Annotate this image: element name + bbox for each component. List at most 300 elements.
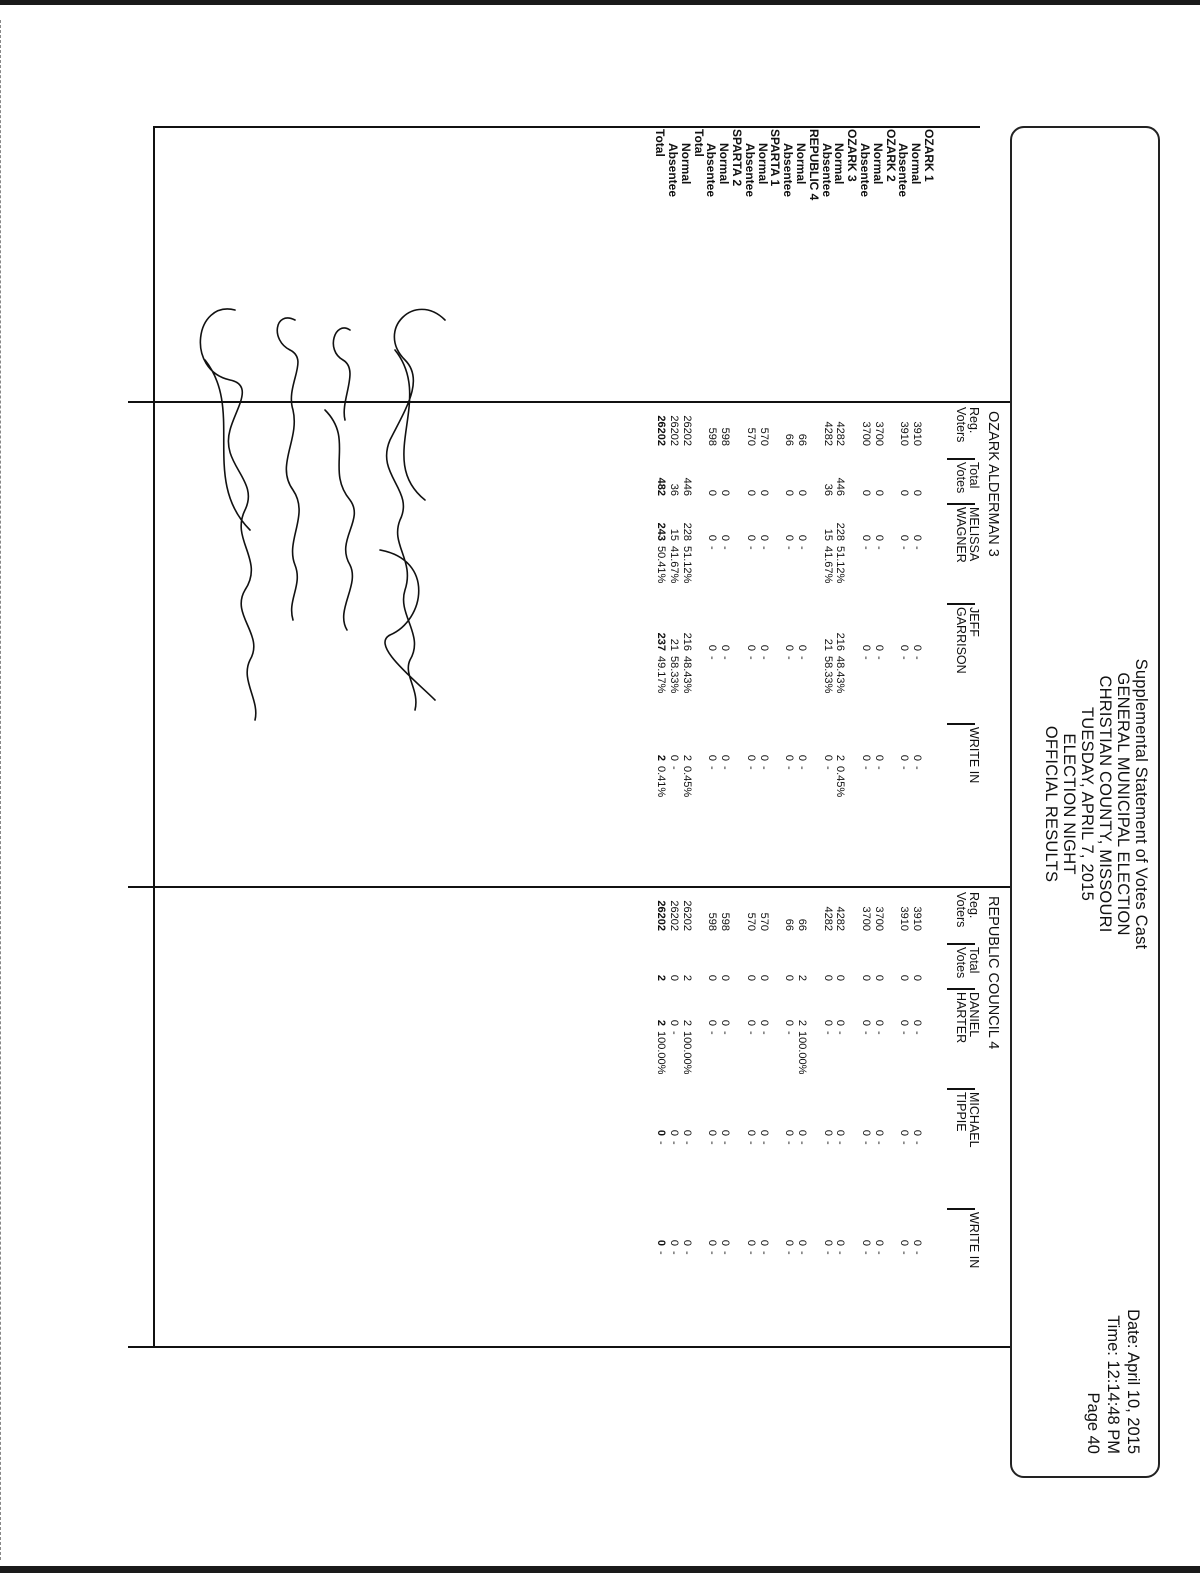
candidate-percent-cell: - <box>783 766 796 770</box>
candidate-percent-cell: - <box>834 1141 847 1145</box>
candidate-votes-cell: 0 <box>680 1129 693 1136</box>
total-votes-cell: 0 <box>744 489 757 496</box>
candidate-votes-cell: 0 <box>860 644 872 651</box>
row-label: Normal <box>678 143 693 185</box>
reg-voters-cell: 26202 <box>668 415 680 446</box>
signatures-area <box>175 290 475 730</box>
candidate-percent-cell: 41.67% <box>821 546 834 584</box>
candidate-percent-cell: - <box>706 656 719 660</box>
candidate-votes-cell: 0 <box>911 1019 924 1026</box>
candidate-votes-cell: 0 <box>834 1129 847 1136</box>
candidate-votes-cell: 2 <box>655 754 668 761</box>
row-label: Absentee <box>819 143 834 198</box>
reg-voters-cell: 598 <box>719 427 732 446</box>
candidate-votes-cell: 0 <box>757 1129 770 1136</box>
candidate-percent-cell: - <box>655 1251 668 1255</box>
reg-voters-cell: 570 <box>757 427 770 446</box>
column-header: WAGNER <box>954 507 968 563</box>
reg-voters-cell: 3700 <box>872 906 885 931</box>
reg-voters-cell: 4282 <box>834 421 847 446</box>
candidate-percent-cell: - <box>872 1251 885 1255</box>
column-header-rule <box>947 603 975 605</box>
candidate-percent-cell: - <box>872 1141 885 1145</box>
row-label: Total <box>691 129 706 157</box>
candidate-votes-cell: 0 <box>796 754 808 761</box>
report-header-box <box>1010 126 1160 1478</box>
candidate-percent-cell: - <box>719 1251 732 1255</box>
report-page-number: Page 40 <box>1084 1392 1102 1454</box>
candidate-percent-cell: - <box>783 546 796 550</box>
scan-border-top <box>0 0 1200 5</box>
column-header: Total <box>967 947 981 974</box>
reg-voters-cell: 598 <box>719 912 732 931</box>
candidate-votes-cell: 2 <box>655 1019 668 1026</box>
candidate-percent-cell: - <box>744 1141 757 1145</box>
column-header: GARRISON <box>954 607 968 674</box>
candidate-votes-cell: 0 <box>668 754 680 761</box>
total-votes-cell: 0 <box>719 489 732 496</box>
candidate-votes-cell: 0 <box>821 1129 834 1136</box>
candidate-votes-cell: 0 <box>898 754 911 761</box>
signature-4 <box>200 309 255 720</box>
candidate-votes-cell: 0 <box>834 1239 847 1246</box>
total-votes-cell: 482 <box>655 477 668 496</box>
candidate-percent-cell: - <box>860 1031 872 1035</box>
candidate-votes-cell: 0 <box>898 644 911 651</box>
candidate-votes-cell: 228 <box>680 522 693 541</box>
candidate-percent-cell: 41.67% <box>668 546 680 584</box>
candidate-votes-cell: 0 <box>860 1129 872 1136</box>
candidate-percent-cell: - <box>783 1031 796 1035</box>
candidate-percent-cell: - <box>719 1031 732 1035</box>
candidate-percent-cell: - <box>655 1141 668 1145</box>
reg-voters-cell: 3700 <box>860 906 872 931</box>
header-line: CHRISTIAN COUNTY, MISSOURI <box>1096 675 1114 933</box>
candidate-votes-cell: 0 <box>757 1239 770 1246</box>
candidate-votes-cell: 0 <box>757 754 770 761</box>
section-title: OZARK ALDERMAN 3 <box>985 411 1001 557</box>
total-votes-cell: 0 <box>783 489 796 496</box>
candidate-votes-cell: 15 <box>821 528 834 541</box>
right-rule <box>128 1346 1010 1348</box>
total-votes-cell: 0 <box>783 974 796 981</box>
candidate-percent-cell: - <box>898 546 911 550</box>
candidate-votes-cell: 0 <box>744 1239 757 1246</box>
reg-voters-cell: 3910 <box>898 906 911 931</box>
total-votes-cell: 36 <box>821 483 834 496</box>
row-label: Normal <box>909 143 924 185</box>
candidate-percent-cell: - <box>860 1251 872 1255</box>
candidate-percent-cell: - <box>706 766 719 770</box>
section-title: REPUBLIC COUNCIL 4 <box>985 896 1001 1050</box>
candidate-percent-cell: - <box>744 546 757 550</box>
row-label: OZARK 1 <box>922 129 936 182</box>
candidate-votes-cell: 0 <box>860 1239 872 1246</box>
total-votes-cell: 0 <box>719 974 732 981</box>
total-votes-cell: 0 <box>757 974 770 981</box>
total-votes-cell: 0 <box>744 974 757 981</box>
candidate-votes-cell: 0 <box>898 534 911 541</box>
candidate-votes-cell: 0 <box>911 644 924 651</box>
candidate-percent-cell: - <box>872 1031 885 1035</box>
candidate-percent-cell: 58.33% <box>668 656 680 694</box>
candidate-percent-cell: 58.33% <box>821 656 834 694</box>
candidate-votes-cell: 243 <box>655 522 668 541</box>
candidate-percent-cell: 0.45% <box>834 766 847 798</box>
row-label: REPUBLIC 4 <box>806 129 821 201</box>
column-header: MICHAEL <box>967 1092 981 1148</box>
candidate-percent-cell: - <box>706 1141 719 1145</box>
total-votes-cell: 0 <box>821 974 834 981</box>
candidate-percent-cell: - <box>860 546 872 550</box>
candidate-percent-cell: - <box>821 766 834 770</box>
candidate-votes-cell: 228 <box>834 522 847 541</box>
candidate-votes-cell: 0 <box>706 534 719 541</box>
candidate-percent-cell: - <box>744 1031 757 1035</box>
candidate-votes-cell: 0 <box>796 1239 808 1246</box>
reg-voters-cell: 3910 <box>911 906 924 931</box>
row-label: Absentee <box>858 143 872 198</box>
column-header-rule <box>947 943 975 945</box>
candidate-percent-cell: - <box>757 766 770 770</box>
candidate-votes-cell: 216 <box>680 632 693 651</box>
candidate-votes-cell: 21 <box>821 638 834 651</box>
candidate-percent-cell: - <box>898 1031 911 1035</box>
row-label: Normal <box>794 143 808 185</box>
candidate-percent-cell: - <box>680 1141 693 1145</box>
row-label: Absentee <box>666 143 680 198</box>
reg-voters-cell: 4282 <box>821 906 834 931</box>
candidate-votes-cell: 0 <box>796 1129 808 1136</box>
candidate-percent-cell: 49.17% <box>655 656 668 694</box>
candidate-votes-cell: 0 <box>911 754 924 761</box>
scan-border-bottom <box>0 1566 1200 1573</box>
candidate-votes-cell: 0 <box>706 1019 719 1026</box>
row-label: Absentee <box>781 143 796 198</box>
candidate-votes-cell: 0 <box>872 754 885 761</box>
candidate-votes-cell: 0 <box>744 534 757 541</box>
row-label: Normal <box>832 143 847 185</box>
reg-voters-cell: 66 <box>783 918 796 931</box>
candidate-votes-cell: 0 <box>757 1019 770 1026</box>
candidate-votes-cell: 0 <box>757 644 770 651</box>
candidate-votes-cell: 0 <box>872 644 885 651</box>
candidate-votes-cell: 0 <box>744 644 757 651</box>
left-rule <box>155 126 980 128</box>
candidate-percent-cell: - <box>783 1141 796 1145</box>
section-divider-2 <box>128 886 1010 888</box>
total-votes-cell: 0 <box>706 974 719 981</box>
candidate-percent-cell: - <box>783 656 796 660</box>
reg-voters-cell: 26202 <box>655 415 668 446</box>
reg-voters-cell: 4282 <box>821 421 834 446</box>
candidate-votes-cell: 0 <box>783 754 796 761</box>
candidate-percent-cell: - <box>757 1031 770 1035</box>
total-votes-cell: 0 <box>872 974 885 981</box>
column-header-rule <box>947 1208 975 1210</box>
total-votes-cell: 0 <box>860 489 872 496</box>
reg-voters-cell: 26202 <box>680 415 693 446</box>
candidate-percent-cell: - <box>796 546 808 550</box>
candidate-votes-cell: 0 <box>796 644 808 651</box>
column-header: Reg. <box>967 892 981 919</box>
column-header: JEFF <box>967 607 981 637</box>
reg-voters-cell: 3910 <box>898 421 911 446</box>
candidate-votes-cell: 2 <box>796 1019 808 1026</box>
column-header: Voters <box>954 407 968 443</box>
total-votes-cell: 2 <box>655 974 668 981</box>
candidate-percent-cell: 100.00% <box>796 1031 808 1075</box>
signature-1 <box>380 309 445 710</box>
reg-voters-cell: 3910 <box>911 421 924 446</box>
row-label: SPARTA 2 <box>730 129 744 187</box>
candidate-percent-cell: - <box>796 1251 808 1255</box>
signature-3 <box>277 318 299 620</box>
candidate-percent-cell: - <box>719 1141 732 1145</box>
header-line: ELECTION NIGHT <box>1060 733 1078 875</box>
candidate-percent-cell: - <box>911 546 924 550</box>
total-votes-cell: 446 <box>834 477 847 496</box>
candidate-votes-cell: 0 <box>898 1239 911 1246</box>
candidate-percent-cell: - <box>796 766 808 770</box>
candidate-votes-cell: 0 <box>744 1019 757 1026</box>
candidate-votes-cell: 0 <box>706 754 719 761</box>
row-label: Normal <box>717 143 732 185</box>
candidate-votes-cell: 0 <box>719 754 732 761</box>
total-votes-cell: 0 <box>898 974 911 981</box>
candidate-percent-cell: - <box>757 656 770 660</box>
candidate-votes-cell: 0 <box>783 534 796 541</box>
candidate-percent-cell: - <box>796 656 808 660</box>
total-votes-cell: 0 <box>872 489 885 496</box>
candidate-votes-cell: 21 <box>668 638 680 651</box>
candidate-percent-cell: 100.00% <box>680 1031 693 1075</box>
candidate-percent-cell: - <box>757 1141 770 1145</box>
candidate-votes-cell: 0 <box>872 534 885 541</box>
candidate-percent-cell: - <box>821 1251 834 1255</box>
candidate-votes-cell: 0 <box>783 1239 796 1246</box>
column-header-rule <box>947 503 975 505</box>
column-header: MELISSA <box>967 507 981 562</box>
candidate-percent-cell: - <box>668 1141 680 1145</box>
column-header: Votes <box>954 947 968 979</box>
header-line: Supplemental Statement of Votes Cast <box>1132 658 1150 950</box>
reg-voters-cell: 66 <box>796 918 808 931</box>
row-label: Normal <box>870 143 885 185</box>
candidate-percent-cell: - <box>668 1031 680 1035</box>
candidate-votes-cell: 2 <box>834 754 847 761</box>
total-votes-cell: 0 <box>860 974 872 981</box>
candidate-votes-cell: 0 <box>706 644 719 651</box>
total-votes-cell: 0 <box>706 489 719 496</box>
candidate-percent-cell: - <box>898 766 911 770</box>
column-header: WRITE IN <box>967 727 981 784</box>
candidate-percent-cell: 51.12% <box>680 546 693 584</box>
signature-2 <box>325 328 354 630</box>
candidate-votes-cell: 0 <box>719 1239 732 1246</box>
row-label: OZARK 3 <box>845 129 860 182</box>
candidate-percent-cell: - <box>821 1031 834 1035</box>
reg-voters-cell: 3700 <box>860 421 872 446</box>
total-votes-cell: 0 <box>796 489 808 496</box>
candidate-percent-cell: 51.12% <box>834 546 847 584</box>
column-header: Reg. <box>967 407 981 434</box>
candidate-votes-cell: 0 <box>821 1239 834 1246</box>
candidate-percent-cell: 0.41% <box>655 766 668 798</box>
candidate-votes-cell: 0 <box>668 1239 680 1246</box>
candidate-percent-cell: - <box>796 1141 808 1145</box>
candidate-votes-cell: 0 <box>911 1239 924 1246</box>
row-label: Absentee <box>896 143 911 198</box>
candidate-percent-cell: - <box>783 1251 796 1255</box>
reg-voters-cell: 26202 <box>668 900 680 931</box>
column-header: Total <box>967 462 981 489</box>
total-votes-cell: 0 <box>668 974 680 981</box>
candidate-votes-cell: 0 <box>872 1019 885 1026</box>
reg-voters-cell: 66 <box>796 433 808 446</box>
total-votes-cell: 0 <box>834 974 847 981</box>
candidate-percent-cell: - <box>872 656 885 660</box>
candidate-percent-cell: 0.45% <box>680 766 693 798</box>
column-header-rule <box>947 723 975 725</box>
column-header-rule <box>947 1088 975 1090</box>
rotated-report-page <box>0 126 1160 1478</box>
reg-voters-cell: 598 <box>706 427 719 446</box>
total-votes-cell: 0 <box>757 489 770 496</box>
reg-voters-cell: 570 <box>757 912 770 931</box>
candidate-percent-cell: 50.41% <box>655 546 668 584</box>
candidate-percent-cell: - <box>911 1141 924 1145</box>
column-header: DANIEL <box>967 992 981 1038</box>
header-line: OFFICIAL RESULTS <box>1042 725 1060 883</box>
candidate-percent-cell: - <box>668 766 680 770</box>
row-label: SPARTA 1 <box>768 129 783 187</box>
candidate-percent-cell: - <box>719 546 732 550</box>
candidate-votes-cell: 0 <box>757 534 770 541</box>
total-votes-cell: 2 <box>680 974 693 981</box>
candidate-percent-cell: 100.00% <box>655 1031 668 1075</box>
total-votes-cell: 0 <box>898 489 911 496</box>
candidate-percent-cell: - <box>744 1251 757 1255</box>
candidate-votes-cell: 0 <box>860 534 872 541</box>
reg-voters-cell: 66 <box>783 433 796 446</box>
candidate-votes-cell: 0 <box>680 1239 693 1246</box>
candidate-percent-cell: - <box>911 1031 924 1035</box>
candidate-votes-cell: 2 <box>680 754 693 761</box>
candidate-votes-cell: 0 <box>783 644 796 651</box>
candidate-percent-cell: - <box>680 1251 693 1255</box>
candidate-votes-cell: 0 <box>911 534 924 541</box>
candidate-votes-cell: 15 <box>668 528 680 541</box>
candidate-percent-cell: - <box>898 1141 911 1145</box>
column-header: Votes <box>954 462 968 494</box>
candidate-percent-cell: - <box>744 656 757 660</box>
candidate-percent-cell: - <box>706 1031 719 1035</box>
candidate-votes-cell: 0 <box>860 1019 872 1026</box>
candidate-percent-cell: - <box>898 1251 911 1255</box>
candidate-percent-cell: - <box>911 1251 924 1255</box>
candidate-votes-cell: 0 <box>860 754 872 761</box>
candidate-votes-cell: 0 <box>706 1129 719 1136</box>
candidate-votes-cell: 0 <box>872 1239 885 1246</box>
candidate-votes-cell: 0 <box>796 534 808 541</box>
report-date: Date: April 10, 2015 <box>1124 1309 1142 1454</box>
candidate-votes-cell: 0 <box>911 1129 924 1136</box>
candidate-percent-cell: - <box>757 1251 770 1255</box>
candidate-votes-cell: 0 <box>668 1129 680 1136</box>
candidate-percent-cell: - <box>860 766 872 770</box>
candidate-votes-cell: 0 <box>744 754 757 761</box>
candidate-percent-cell: - <box>872 546 885 550</box>
column-header: WRITE IN <box>967 1212 981 1269</box>
candidate-percent-cell: 48.43% <box>834 656 847 694</box>
candidate-percent-cell: - <box>860 1141 872 1145</box>
candidate-percent-cell: - <box>860 656 872 660</box>
total-votes-cell: 446 <box>680 477 693 496</box>
bottom-rule <box>154 126 156 1346</box>
candidate-percent-cell: - <box>911 766 924 770</box>
total-votes-cell: 2 <box>796 974 808 981</box>
candidate-percent-cell: - <box>834 1251 847 1255</box>
header-line: GENERAL MUNICIPAL ELECTION <box>1114 672 1132 936</box>
total-votes-cell: 0 <box>911 974 924 981</box>
candidate-votes-cell: 0 <box>719 1019 732 1026</box>
row-label: OZARK 2 <box>883 129 898 182</box>
candidate-votes-cell: 0 <box>783 1129 796 1136</box>
candidate-votes-cell: 0 <box>655 1239 668 1246</box>
row-label: Normal <box>755 143 770 185</box>
reg-voters-cell: 570 <box>744 427 757 446</box>
candidate-votes-cell: 2 <box>680 1019 693 1026</box>
candidate-percent-cell: 48.43% <box>680 656 693 694</box>
reg-voters-cell: 4282 <box>834 906 847 931</box>
candidate-votes-cell: 0 <box>783 1019 796 1026</box>
column-header: Voters <box>954 892 968 928</box>
row-label: Absentee <box>742 143 757 198</box>
reg-voters-cell: 570 <box>744 912 757 931</box>
total-votes-cell: 0 <box>911 489 924 496</box>
reg-voters-cell: 26202 <box>655 900 668 931</box>
candidate-votes-cell: 216 <box>834 632 847 651</box>
candidate-votes-cell: 0 <box>898 1019 911 1026</box>
report-time: Time: 12:14:48 PM <box>1104 1315 1122 1454</box>
candidate-votes-cell: 0 <box>744 1129 757 1136</box>
candidate-votes-cell: 237 <box>655 632 668 651</box>
candidate-votes-cell: 0 <box>719 534 732 541</box>
total-votes-cell: 36 <box>668 483 680 496</box>
candidate-votes-cell: 0 <box>706 1239 719 1246</box>
candidate-votes-cell: 0 <box>872 1129 885 1136</box>
candidate-percent-cell: - <box>872 766 885 770</box>
candidate-votes-cell: 0 <box>834 1019 847 1026</box>
column-header-rule <box>947 458 975 460</box>
header-line: TUESDAY, APRIL 7, 2015 <box>1078 707 1096 901</box>
candidate-percent-cell: - <box>911 656 924 660</box>
candidate-percent-cell: - <box>744 766 757 770</box>
candidate-votes-cell: 0 <box>898 1129 911 1136</box>
column-header: HARTER <box>954 992 968 1044</box>
reg-voters-cell: 26202 <box>680 900 693 931</box>
row-label: Total <box>653 129 668 157</box>
candidate-percent-cell: - <box>898 656 911 660</box>
candidate-votes-cell: 0 <box>668 1019 680 1026</box>
candidate-percent-cell: - <box>706 546 719 550</box>
row-label: Absentee <box>704 143 719 198</box>
reg-voters-cell: 3700 <box>872 421 885 446</box>
candidate-votes-cell: 0 <box>719 1129 732 1136</box>
candidate-votes-cell: 0 <box>821 1019 834 1026</box>
candidate-percent-cell: - <box>668 1251 680 1255</box>
